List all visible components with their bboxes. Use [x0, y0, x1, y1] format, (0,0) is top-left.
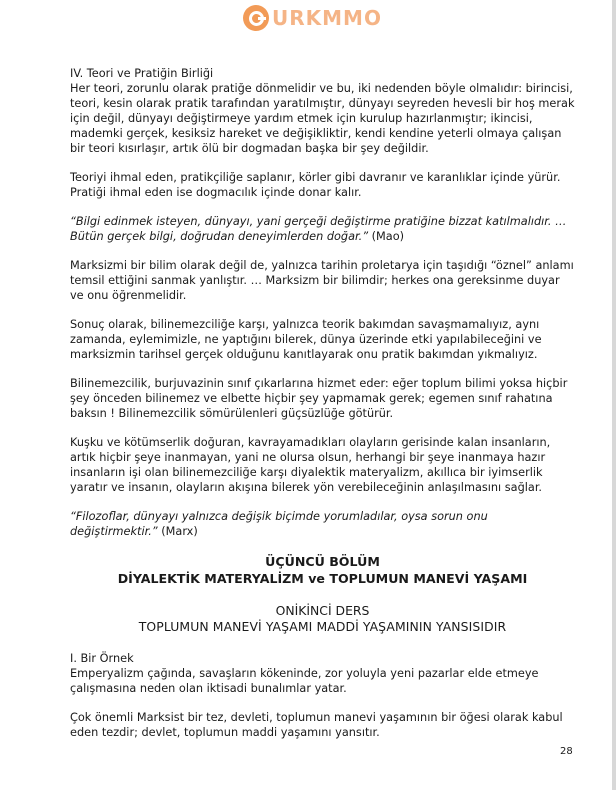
- logo-mark-icon: [243, 5, 269, 31]
- marx-quote-source: (Marx): [157, 525, 198, 538]
- chapter-subtitle: DİYALEKTİK MATERYALİZM ve TOPLUMUN MANEVİ YAŞAMI: [117, 571, 528, 586]
- page-content: [70, 66, 575, 754]
- paragraph-3: Marksizmi bir bilim olarak değil de, yalnızca tarihin proletarya için taşıdığı “öznel” anlamı temsil ettiğini sanmak yanlıştır. … Marksizm bir bilimdir; herkes ona gereksinme duyar ve onu öğrenmelidir.: [70, 259, 574, 302]
- section-two-paragraph-1: Emperyalizm çağında, savaşların kökeninde, zor yoluyla yeni pazarlar elde etmeye çalışmasına neden olan iktisadi bunalımlar yatar.: [70, 667, 539, 695]
- paragraph-2: Teoriyi ihmal eden, pratikçiliğe saplanır, körler gibi davranır ve karanlıklar içinde yürür. Pratiği ihmal eden ise dogmacılık içinde donar kalır.: [70, 171, 561, 199]
- logo-text: URKMMO: [272, 6, 382, 30]
- section-heading: IV. Teori ve Pratiğin Birliği: [70, 67, 214, 80]
- paragraph-5: Bilinemezcilik, burjuvazinin sınıf çıkarlarına hizmet eder: eğer toplum bilimi yoksa hiçbir şey önceden bilinemez ve elbette hiçbir şey yapmamak gerek; egemen sınıf rahatına baksın ! Bilinemezcilik sömürülenleri güçsüzlüğe götürür.: [70, 377, 568, 420]
- page-edge: [612, 0, 616, 790]
- mao-quote: [70, 214, 575, 244]
- lesson-number: ONİKİNCİ DERS: [275, 603, 370, 618]
- paragraph-4: Sonuç olarak, bilinemezciliğe karşı, yalnızca teorik bakımdan savaşmamalıyız, aynı zamanda, eylemimizle, ne yaptığını bilerek, dünya üzerinde etki yapılabileceğini ve marksizmin tarihsel gerçek olduğunu kanıtlayarak onu pratik bakımdan yıkmalıyız.: [70, 318, 542, 361]
- mao-quote-source: (Mao): [368, 230, 405, 243]
- mao-quote-text: “Bilgi edinmek isteyen, dünyayı, yani gerçeği değiştirme pratiğine bizzat katılmalıdır. … Bütün gerçek bilgi, doğrudan deneyimlerden doğar.”: [70, 215, 567, 243]
- lesson-title: TOPLUMUN MANEVİ YAŞAMI MADDİ YAŞAMININ YANSISIDIR: [138, 619, 507, 634]
- section-two-heading: I. Bir Örnek: [70, 652, 134, 665]
- chapter-title: ÜÇÜNCÜ BÖLÜM: [265, 554, 380, 569]
- section-two-paragraph-2: Çok önemli Marksist bir tez, devleti, toplumun manevi yaşamının bir öğesi olarak kabul eden tezdir; devlet, toplumun maddi yaşamını yansıtır.: [70, 711, 563, 739]
- site-logo: [243, 4, 382, 32]
- marx-quote: [70, 509, 575, 539]
- paragraph-6: Kuşku ve kötümserlik doğuran, kavrayamadıkları olayların gerisinde kalan insanların, artık hiçbir şeye inanmayan, yani ne olursa olsun, herhangi bir şeye inanmaya hazır insanların işi olan bilinemezciliğe karşı diyalektik materyalizm, akıllıca bir iyimserlik yaratır ve insanın, olayların akışına bilerek yön verebileceğinin anlaşılmasını sağlar.: [70, 436, 551, 494]
- marx-quote-text: “Filozoflar, dünyayı yalnızca değişik biçimde yorumladılar, oysa sorun onu değiştirmektir.”: [70, 510, 488, 538]
- paragraph-1: Her teori, zorunlu olarak pratiğe dönmelidir ve bu, iki nedenden böyle olmalıdır: birincisi, teori, kesin olarak pratik tarafından yaratılmıştır, dünyayı seyreden hevesli bir hoş merak için değil, dünyayı değiştirmeye yardım etmek için kurulup hazırlanmıştır; ikincisi, mademki gerçek, kesiksiz hareket ve değişikliktir, kendi kendine yeterli olmaya çalışan bir teori kısırlaşır, artık ölü bir dogmadan başka bir şey değildir.: [70, 82, 575, 155]
- page-number: 28: [560, 746, 573, 757]
